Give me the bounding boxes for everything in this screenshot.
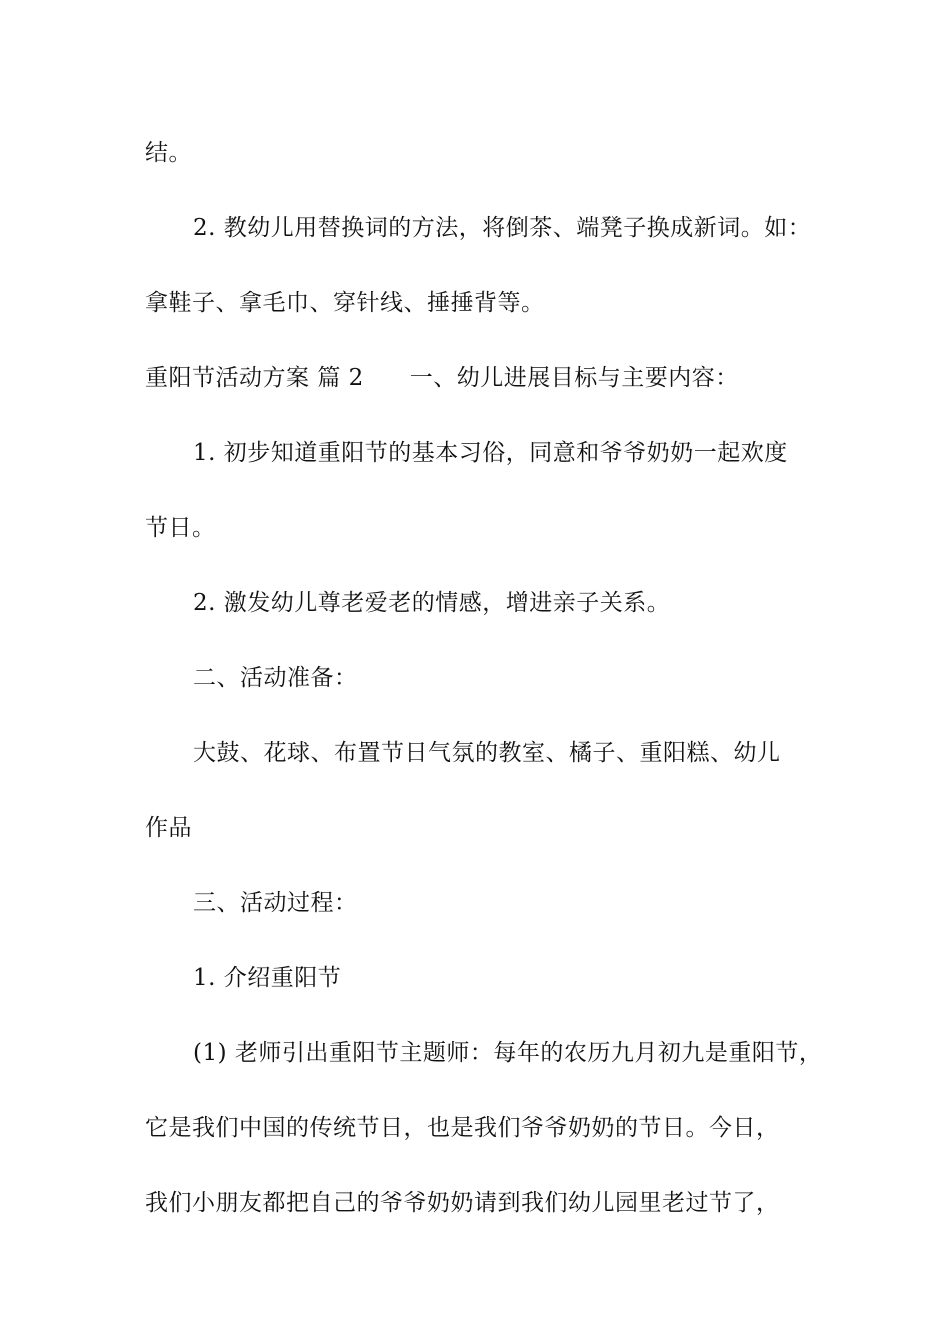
section-heading-line — [145, 363, 739, 393]
text-line: 我们小朋友都把自己的爷爷奶奶请到我们幼儿园里老过节了， — [145, 1190, 780, 1216]
text-line: 它是我们中国的传统节日，也是我们爷爷奶奶的节日。今日， — [145, 1115, 780, 1141]
section-title: 重阳节活动方案 — [145, 365, 310, 391]
text-line: (1) 老师引出重阳节主题师：每年的农历九月初九是重阳节， — [193, 1040, 823, 1066]
text-line: 1. 初步知道重阳节的基本习俗，同意和爷爷奶奶一起欢度 — [193, 440, 788, 466]
text-line: 三、活动过程： — [193, 890, 358, 916]
text-line: 作品 — [145, 815, 192, 841]
text-line: 2. 教幼儿用替换词的方法，将倒茶、端凳子换成新词。如： — [193, 215, 812, 241]
text-line: 1. 介绍重阳节 — [193, 965, 342, 991]
text-line: 结。 — [145, 140, 192, 166]
text-line: 2. 激发幼儿尊老爱老的情感，增进亲子关系。 — [193, 590, 671, 616]
text-line: 节日。 — [145, 515, 216, 541]
text-line: 一、幼儿进展目标与主要内容： — [409, 365, 739, 391]
text-line: 大鼓、花球、布置节日气氛的教室、橘子、重阳糕、幼儿 — [193, 740, 781, 766]
text-line: 二、活动准备： — [193, 665, 358, 691]
section-part: 篇 2 — [317, 365, 364, 391]
text-line: 拿鞋子、拿毛巾、穿针线、捶捶背等。 — [145, 290, 545, 316]
